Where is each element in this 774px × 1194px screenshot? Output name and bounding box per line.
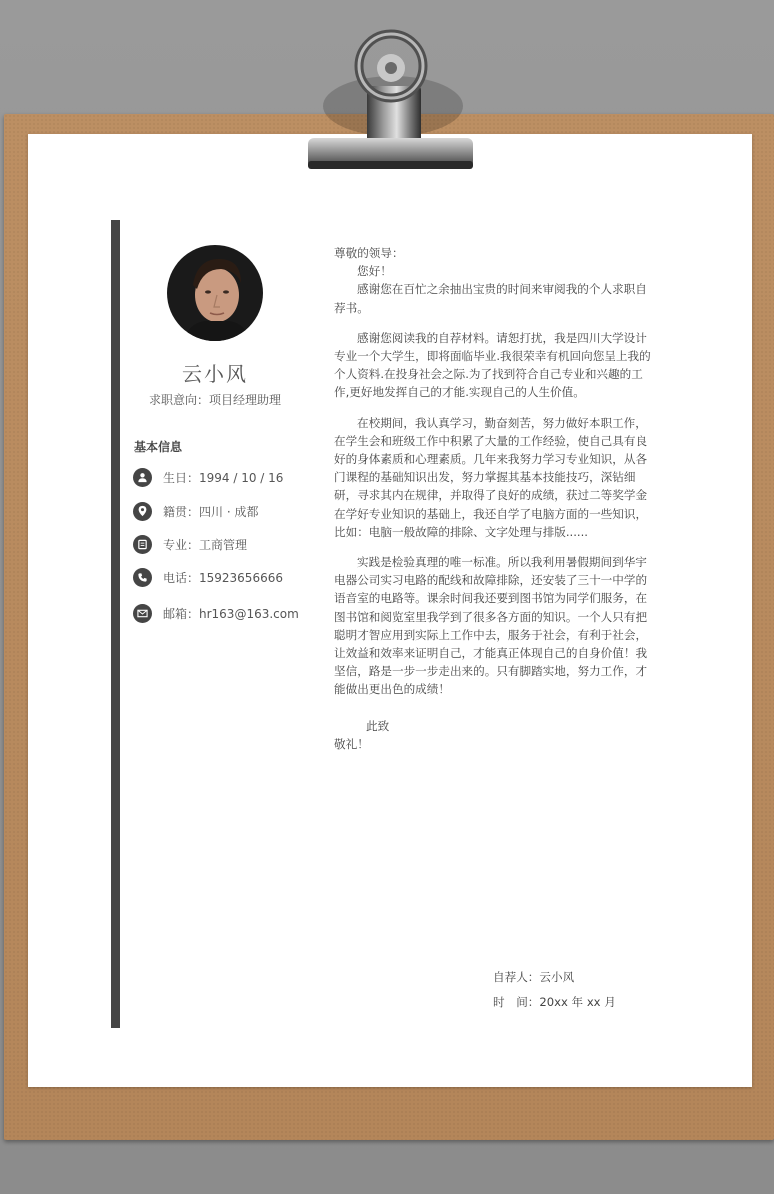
info-text-phone: 电话：15923656666 xyxy=(163,570,283,585)
letter-closing-2: 敬礼！ xyxy=(334,736,369,751)
letter-signer: 自荐人：云小风 xyxy=(493,970,575,984)
portrait-photo xyxy=(167,245,263,341)
info-row-email xyxy=(133,603,299,623)
avatar xyxy=(167,245,263,341)
person-name: 云小风 xyxy=(182,362,248,386)
letter-paragraph-1: 感谢您在百忙之余抽出宝贵的时间来审阅我的个人求职自荐书。 xyxy=(334,282,647,315)
info-row-phone xyxy=(133,567,283,587)
letter-paragraph-2: 感谢您阅读我的自荐材料。请恕打扰，我是四川大学设计专业一个大学生，即将面临毕业.我很荣幸有机回向您呈上我的个人资料.在投身社会之际.为了找到符合自己专业和兴趣的工作,更好地发挥自己的才能.实现自己的人生价值。 xyxy=(334,330,651,400)
letter-date: 时 间：20xx 年 xx 月 xyxy=(493,995,616,1009)
job-intent: 求职意向：项目经理助理 xyxy=(148,393,281,407)
letter-salutation: 尊敬的领导： xyxy=(334,246,404,260)
sidebar-accent-bar xyxy=(111,220,120,1028)
briefcase-icon xyxy=(133,535,152,554)
info-text-hometown: 籍贯：四川 · 成都 xyxy=(163,504,259,519)
info-row-birthday xyxy=(133,467,283,487)
letter-closing-1: 此致 xyxy=(366,718,390,733)
letter-paragraph-3: 在校期间，我认真学习，勤奋刻苦，努力做好本职工作，在学生会和班级工作中积累了大量的工作经验，使自己具有良好的身体素质和心理素质。几年来我努力学习专业知识，从各门课程的基础知识出发，努力掌握其基本技能技巧，深钻细研，寻求其内在规律，并取得了良好的成绩，获过二等奖学金在学好专业知识的基础上，我还自学了电脑方面的一些知识，比如：电脑一般故障的排除、文字处理与排版...... xyxy=(334,415,648,539)
info-text-major: 专业：工商管理 xyxy=(163,537,248,552)
letter-paragraph-4: 实践是检验真理的唯一标准。所以我利用暑假期间到华宇电器公司实习电路的配线和故障排除，还安装了三十一中学的语音室的电路等。课余时间我还要到图书馆为同学们服务，在图书馆和阅览室里我学到了很多各方面的知识。一个人只有把聪明才智应用到实际上工作中去，服务于社会，有利于社会，让效益和效率来证明自己，才能真正体现自己的自身价值！我坚信，路是一步一步走出来的。只有脚踏实地，努力工作，才能做出更出色的成绩！ xyxy=(334,555,648,697)
location-pin-icon xyxy=(133,502,152,521)
person-icon xyxy=(133,468,152,487)
binder-clip-icon xyxy=(305,26,475,176)
mail-icon xyxy=(133,604,152,623)
info-text-birthday: 生日：1994 / 10 / 16 xyxy=(163,470,284,485)
cover-letter-body xyxy=(334,244,654,753)
letter-greeting: 您好！ xyxy=(357,264,392,279)
info-text-email: 邮箱：hr163@163.com xyxy=(163,606,299,621)
basic-info-title: 基本信息 xyxy=(134,440,183,454)
info-row-major xyxy=(133,534,247,554)
info-row-hometown xyxy=(133,501,258,521)
phone-icon xyxy=(133,568,152,587)
